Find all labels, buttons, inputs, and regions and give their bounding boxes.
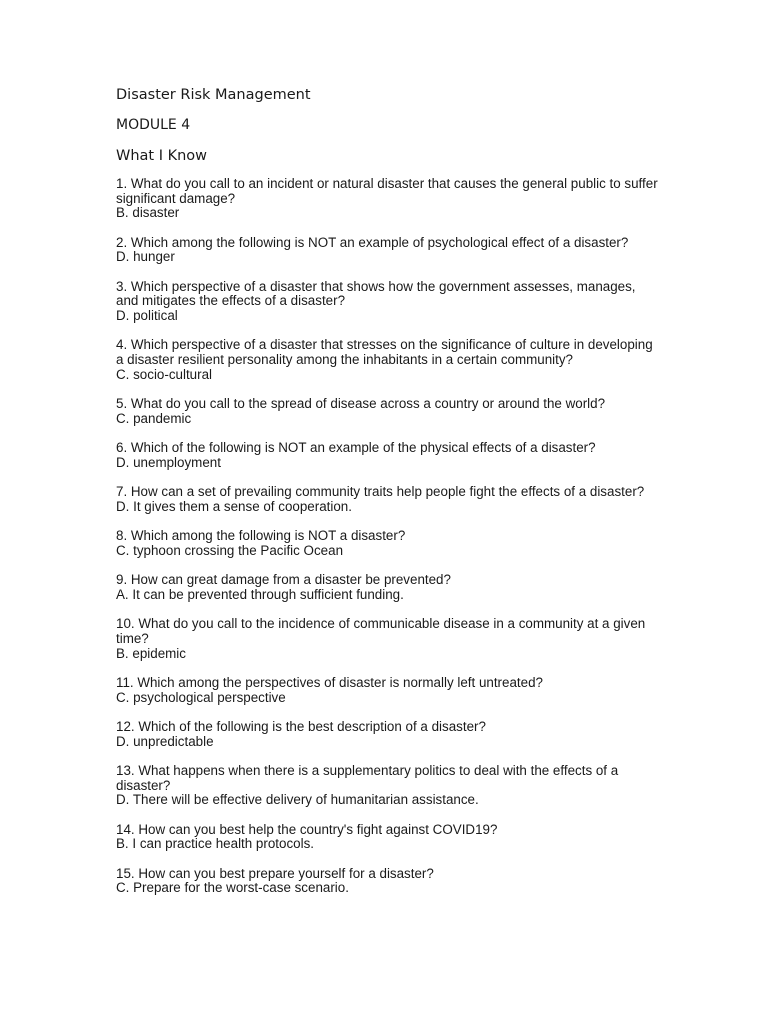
question-item	[116, 177, 661, 221]
document-page	[116, 86, 661, 911]
question-item	[116, 485, 661, 514]
question-item	[116, 397, 661, 426]
module-label: MODULE 4	[116, 117, 191, 133]
answer-text: C. pandemic	[116, 410, 192, 426]
question-text: 12. Which of the following is the best description of a disaster?	[116, 718, 486, 734]
question-text: 13. What happens when there is a supplementary politics to deal with the effects of a disaster?	[116, 762, 619, 793]
question-item	[116, 720, 661, 749]
question-text: 3. Which perspective of a disaster that shows how the government assesses, manages, and mitigates the effects of a disaster?	[116, 278, 636, 309]
answer-text: C. socio-cultural	[116, 366, 212, 382]
question-item	[116, 764, 661, 808]
question-text: 9. How can great damage from a disaster be prevented?	[116, 572, 451, 588]
answer-text: B. I can practice health protocols.	[116, 836, 314, 852]
question-text: 11. Which among the perspectives of disaster is normally left untreated?	[116, 674, 543, 690]
answer-text: A. It can be prevented through sufficient funding.	[116, 586, 404, 602]
question-text: 8. Which among the following is NOT a disaster?	[116, 528, 406, 544]
answer-text: D. unpredictable	[116, 733, 214, 749]
question-text: 5. What do you call to the spread of disease across a country or around the world?	[116, 396, 606, 412]
question-item	[116, 236, 661, 265]
question-item	[116, 573, 661, 602]
question-text: 7. How can a set of prevailing community traits help people fight the effects of a disaster?	[116, 484, 645, 500]
question-text: 2. Which among the following is NOT an example of psychological effect of a disaster?	[116, 234, 629, 250]
question-item	[116, 617, 661, 661]
question-text: 1. What do you call to an incident or natural disaster that causes the general public to suffer significant damage?	[116, 176, 658, 206]
question-text: 4. Which perspective of a disaster that stresses on the significance of culture in developing a disaster resilient personality among the inhabitants in a certain community?	[116, 337, 653, 368]
answer-text: B. disaster	[116, 205, 180, 221]
question-list	[116, 177, 661, 896]
question-item	[116, 867, 661, 896]
question-text: 15. How can you best prepare yourself for a disaster?	[116, 865, 434, 881]
answer-text: D. There will be effective delivery of humanitarian assistance.	[116, 792, 479, 808]
question-text: 6. Which of the following is NOT an example of the physical effects of a disaster?	[116, 440, 596, 456]
document-title: Disaster Risk Management	[116, 87, 311, 103]
answer-text: D. unemployment	[116, 454, 221, 470]
answer-text: C. typhoon crossing the Pacific Ocean	[116, 542, 344, 558]
answer-text: B. epidemic	[116, 645, 186, 661]
question-item	[116, 676, 661, 705]
answer-text: D. hunger	[116, 249, 175, 265]
answer-text: C. psychological perspective	[116, 689, 286, 705]
question-item	[116, 441, 661, 470]
question-text: 14. How can you best help the country's fight against COVID19?	[116, 821, 498, 837]
section-heading: What I Know	[116, 148, 208, 164]
question-item	[116, 338, 661, 382]
question-item	[116, 529, 661, 558]
answer-text: C. Prepare for the worst-case scenario.	[116, 880, 349, 896]
question-text: 10. What do you call to the incidence of communicable disease in a community at a given time?	[116, 616, 646, 646]
answer-text: D. It gives them a sense of cooperation.	[116, 498, 352, 514]
answer-text: D. political	[116, 308, 178, 324]
question-item	[116, 823, 661, 852]
question-item	[116, 280, 661, 324]
